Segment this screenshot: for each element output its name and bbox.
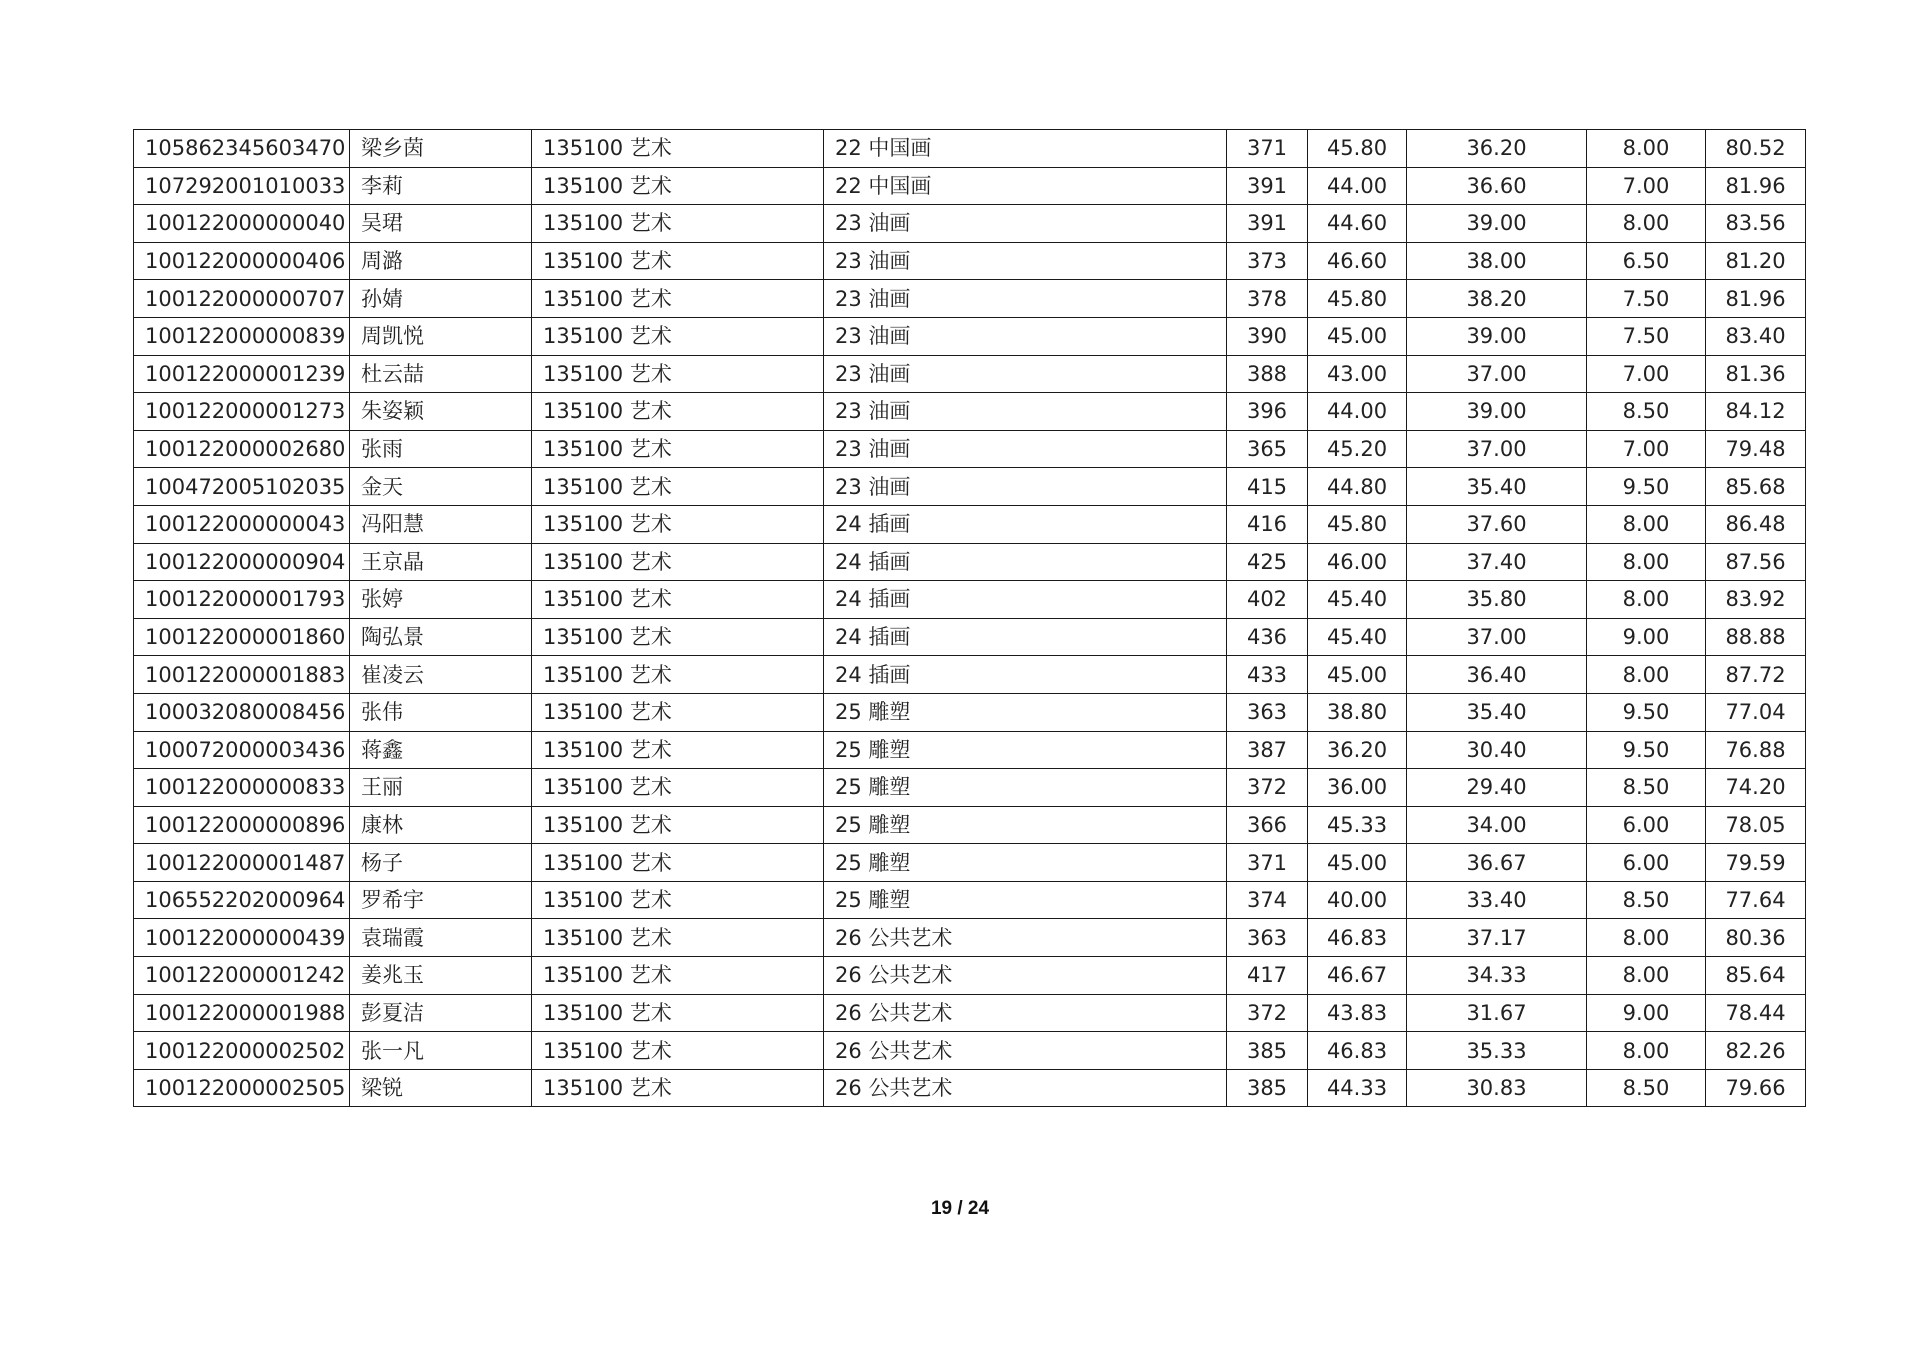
score-cell: 45.40 [1308,618,1407,656]
major-cell: 26 公共艺术 [824,919,1227,957]
program-cell: 135100 艺术 [532,844,824,882]
score-cell: 8.50 [1587,769,1706,807]
score-cell: 85.68 [1706,468,1806,506]
score-cell: 45.20 [1308,430,1407,468]
table-row [134,693,1806,731]
score-cell: 34.00 [1407,806,1587,844]
score-cell: 374 [1227,881,1308,919]
name-cell: 吴珺 [350,205,532,243]
candidate-id-cell: 100122000000839 [134,317,350,355]
major-cell: 23 油画 [824,205,1227,243]
score-cell: 45.80 [1308,280,1407,318]
score-cell: 30.83 [1407,1069,1587,1107]
score-cell: 81.96 [1706,280,1806,318]
candidate-id-cell: 100122000000833 [134,769,350,807]
score-cell: 30.40 [1407,731,1587,769]
name-cell: 袁瑞霞 [350,919,532,957]
score-cell: 37.40 [1407,543,1587,581]
score-cell: 363 [1227,693,1308,731]
major-cell: 25 雕塑 [824,881,1227,919]
score-cell: 78.05 [1706,806,1806,844]
table-row [134,468,1806,506]
score-cell: 79.59 [1706,844,1806,882]
score-cell: 77.64 [1706,881,1806,919]
major-cell: 23 油画 [824,393,1227,431]
score-cell: 81.36 [1706,355,1806,393]
program-cell: 135100 艺术 [532,881,824,919]
score-cell: 82.26 [1706,1032,1806,1070]
name-cell: 杜云喆 [350,355,532,393]
name-cell: 周凯悦 [350,317,532,355]
score-cell: 387 [1227,731,1308,769]
candidate-id-cell: 100122000001988 [134,994,350,1032]
table-row [134,656,1806,694]
program-cell: 135100 艺术 [532,543,824,581]
score-cell: 39.00 [1407,317,1587,355]
name-cell: 金天 [350,468,532,506]
score-cell: 83.92 [1706,581,1806,619]
score-cell: 46.83 [1308,919,1407,957]
score-cell: 378 [1227,280,1308,318]
table-row [134,505,1806,543]
score-cell: 6.50 [1587,242,1706,280]
name-cell: 罗希宇 [350,881,532,919]
name-cell: 梁锐 [350,1069,532,1107]
table-row [134,242,1806,280]
score-cell: 388 [1227,355,1308,393]
score-cell: 8.00 [1587,656,1706,694]
score-cell: 7.50 [1587,280,1706,318]
score-cell: 385 [1227,1069,1308,1107]
score-cell: 44.33 [1308,1069,1407,1107]
table-row [134,881,1806,919]
major-cell: 25 雕塑 [824,769,1227,807]
score-cell: 9.50 [1587,693,1706,731]
name-cell: 张伟 [350,693,532,731]
major-cell: 25 雕塑 [824,844,1227,882]
candidate-id-cell: 100122000000040 [134,205,350,243]
program-cell: 135100 艺术 [532,130,824,168]
name-cell: 彭夏洁 [350,994,532,1032]
candidate-id-cell: 100122000000439 [134,919,350,957]
score-cell: 8.00 [1587,957,1706,995]
candidate-id-cell: 100122000000406 [134,242,350,280]
program-cell: 135100 艺术 [532,317,824,355]
score-cell: 79.66 [1706,1069,1806,1107]
program-cell: 135100 艺术 [532,505,824,543]
table-row [134,769,1806,807]
score-cell: 8.00 [1587,543,1706,581]
score-cell: 78.44 [1706,994,1806,1032]
major-cell: 26 公共艺术 [824,1032,1227,1070]
score-cell: 80.52 [1706,130,1806,168]
program-cell: 135100 艺术 [532,430,824,468]
score-cell: 8.00 [1587,581,1706,619]
major-cell: 23 油画 [824,430,1227,468]
candidate-id-cell: 100032080008456 [134,693,350,731]
candidate-id-cell: 100122000001242 [134,957,350,995]
score-cell: 371 [1227,130,1308,168]
score-cell: 34.33 [1407,957,1587,995]
score-cell: 373 [1227,242,1308,280]
table-row [134,205,1806,243]
score-cell: 39.00 [1407,393,1587,431]
candidate-id-cell: 100122000001793 [134,581,350,619]
score-cell: 8.00 [1587,505,1706,543]
score-cell: 43.00 [1308,355,1407,393]
major-cell: 24 插画 [824,505,1227,543]
name-cell: 李莉 [350,167,532,205]
score-cell: 402 [1227,581,1308,619]
score-cell: 46.60 [1308,242,1407,280]
table-row [134,957,1806,995]
name-cell: 杨子 [350,844,532,882]
score-cell: 83.40 [1706,317,1806,355]
candidate-id-cell: 100072000003436 [134,731,350,769]
table-row [134,167,1806,205]
score-cell: 79.48 [1706,430,1806,468]
program-cell: 135100 艺术 [532,656,824,694]
score-cell: 87.72 [1706,656,1806,694]
program-cell: 135100 艺术 [532,693,824,731]
candidate-id-cell: 105862345603470 [134,130,350,168]
score-cell: 31.67 [1407,994,1587,1032]
candidate-id-cell: 100122000001883 [134,656,350,694]
score-cell: 87.56 [1706,543,1806,581]
candidate-id-cell: 100122000000904 [134,543,350,581]
major-cell: 25 雕塑 [824,731,1227,769]
major-cell: 25 雕塑 [824,806,1227,844]
score-cell: 385 [1227,1032,1308,1070]
score-cell: 7.50 [1587,317,1706,355]
program-cell: 135100 艺术 [532,1032,824,1070]
score-cell: 35.40 [1407,693,1587,731]
score-cell: 46.00 [1308,543,1407,581]
score-cell: 36.60 [1407,167,1587,205]
score-cell: 37.17 [1407,919,1587,957]
score-cell: 44.60 [1308,205,1407,243]
major-cell: 26 公共艺术 [824,1069,1227,1107]
candidate-id-cell: 100122000001273 [134,393,350,431]
score-cell: 396 [1227,393,1308,431]
program-cell: 135100 艺术 [532,919,824,957]
name-cell: 康林 [350,806,532,844]
score-cell: 425 [1227,543,1308,581]
program-cell: 135100 艺术 [532,957,824,995]
candidate-id-cell: 100122000000043 [134,505,350,543]
candidate-id-cell: 107292001010033 [134,167,350,205]
name-cell: 崔凌云 [350,656,532,694]
table-body [134,130,1806,1107]
score-cell: 9.50 [1587,468,1706,506]
table-row [134,618,1806,656]
candidate-id-cell: 100472005102035 [134,468,350,506]
score-cell: 36.67 [1407,844,1587,882]
score-cell: 36.40 [1407,656,1587,694]
name-cell: 姜兆玉 [350,957,532,995]
score-cell: 38.80 [1308,693,1407,731]
table-row [134,1032,1806,1070]
major-cell: 23 油画 [824,468,1227,506]
major-cell: 24 插画 [824,656,1227,694]
score-cell: 391 [1227,205,1308,243]
score-cell: 44.80 [1308,468,1407,506]
major-cell: 26 公共艺术 [824,994,1227,1032]
name-cell: 陶弘景 [350,618,532,656]
score-cell: 43.83 [1308,994,1407,1032]
name-cell: 王京晶 [350,543,532,581]
score-cell: 46.67 [1308,957,1407,995]
major-cell: 24 插画 [824,581,1227,619]
table-row [134,280,1806,318]
score-cell: 7.00 [1587,167,1706,205]
candidate-id-cell: 106552202000964 [134,881,350,919]
score-cell: 9.00 [1587,994,1706,1032]
score-cell: 81.96 [1706,167,1806,205]
name-cell: 孙婧 [350,280,532,318]
score-cell: 8.50 [1587,393,1706,431]
table-row [134,731,1806,769]
program-cell: 135100 艺术 [532,393,824,431]
score-cell: 40.00 [1308,881,1407,919]
program-cell: 135100 艺术 [532,205,824,243]
score-cell: 36.20 [1308,731,1407,769]
score-cell: 36.00 [1308,769,1407,807]
program-cell: 135100 艺术 [532,1069,824,1107]
program-cell: 135100 艺术 [532,618,824,656]
score-cell: 45.33 [1308,806,1407,844]
major-cell: 23 油画 [824,355,1227,393]
score-cell: 8.50 [1587,1069,1706,1107]
table-row [134,806,1806,844]
score-cell: 8.00 [1587,205,1706,243]
name-cell: 蒋鑫 [350,731,532,769]
score-cell: 371 [1227,844,1308,882]
score-cell: 8.00 [1587,130,1706,168]
major-cell: 24 插画 [824,543,1227,581]
major-cell: 25 雕塑 [824,693,1227,731]
program-cell: 135100 艺术 [532,355,824,393]
program-cell: 135100 艺术 [532,280,824,318]
program-cell: 135100 艺术 [532,468,824,506]
major-cell: 23 油画 [824,317,1227,355]
score-cell: 45.80 [1308,130,1407,168]
score-cell: 35.40 [1407,468,1587,506]
score-cell: 8.00 [1587,919,1706,957]
table-row [134,1069,1806,1107]
name-cell: 张一凡 [350,1032,532,1070]
score-cell: 416 [1227,505,1308,543]
table-row [134,130,1806,168]
program-cell: 135100 艺术 [532,769,824,807]
score-cell: 44.00 [1308,393,1407,431]
score-cell: 38.20 [1407,280,1587,318]
table-row [134,581,1806,619]
table-row [134,919,1806,957]
table-row [134,393,1806,431]
score-cell: 9.00 [1587,618,1706,656]
table-row [134,317,1806,355]
score-cell: 84.12 [1706,393,1806,431]
major-cell: 24 插画 [824,618,1227,656]
score-cell: 433 [1227,656,1308,694]
score-cell: 7.00 [1587,430,1706,468]
score-cell: 33.40 [1407,881,1587,919]
program-cell: 135100 艺术 [532,806,824,844]
candidate-id-cell: 100122000000707 [134,280,350,318]
page-number: 19 / 24 [930,1198,990,1219]
score-cell: 88.88 [1706,618,1806,656]
score-cell: 35.33 [1407,1032,1587,1070]
score-cell: 8.00 [1587,1032,1706,1070]
major-cell: 22 中国画 [824,167,1227,205]
program-cell: 135100 艺术 [532,994,824,1032]
score-cell: 365 [1227,430,1308,468]
program-cell: 135100 艺术 [532,731,824,769]
table-row [134,994,1806,1032]
score-cell: 81.20 [1706,242,1806,280]
score-cell: 7.00 [1587,355,1706,393]
table-row [134,430,1806,468]
score-cell: 37.00 [1407,618,1587,656]
name-cell: 梁乡茵 [350,130,532,168]
name-cell: 张婷 [350,581,532,619]
score-cell: 45.00 [1308,656,1407,694]
major-cell: 26 公共艺术 [824,957,1227,995]
candidate-id-cell: 100122000002680 [134,430,350,468]
score-cell: 45.80 [1308,505,1407,543]
score-cell: 6.00 [1587,844,1706,882]
major-cell: 23 油画 [824,242,1227,280]
score-cell: 366 [1227,806,1308,844]
program-cell: 135100 艺术 [532,167,824,205]
score-cell: 86.48 [1706,505,1806,543]
name-cell: 冯阳慧 [350,505,532,543]
table-row [134,844,1806,882]
table-row [134,543,1806,581]
score-cell: 390 [1227,317,1308,355]
table-row [134,355,1806,393]
candidate-id-cell: 100122000001239 [134,355,350,393]
score-cell: 46.83 [1308,1032,1407,1070]
score-cell: 83.56 [1706,205,1806,243]
score-cell: 45.40 [1308,581,1407,619]
score-cell: 76.88 [1706,731,1806,769]
candidate-id-cell: 100122000001487 [134,844,350,882]
score-cell: 44.00 [1308,167,1407,205]
score-cell: 45.00 [1308,844,1407,882]
score-cell: 372 [1227,769,1308,807]
name-cell: 朱姿颖 [350,393,532,431]
name-cell: 张雨 [350,430,532,468]
candidate-id-cell: 100122000002505 [134,1069,350,1107]
score-cell: 37.00 [1407,430,1587,468]
major-cell: 22 中国画 [824,130,1227,168]
score-cell: 38.00 [1407,242,1587,280]
score-cell: 436 [1227,618,1308,656]
score-cell: 415 [1227,468,1308,506]
score-cell: 80.36 [1706,919,1806,957]
score-cell: 417 [1227,957,1308,995]
score-cell: 39.00 [1407,205,1587,243]
candidate-id-cell: 100122000001860 [134,618,350,656]
name-cell: 王丽 [350,769,532,807]
score-cell: 36.20 [1407,130,1587,168]
score-cell: 8.50 [1587,881,1706,919]
score-cell: 45.00 [1308,317,1407,355]
score-cell: 6.00 [1587,806,1706,844]
score-cell: 85.64 [1706,957,1806,995]
program-cell: 135100 艺术 [532,242,824,280]
candidate-id-cell: 100122000002502 [134,1032,350,1070]
score-cell: 37.00 [1407,355,1587,393]
score-cell: 35.80 [1407,581,1587,619]
name-cell: 周潞 [350,242,532,280]
score-cell: 372 [1227,994,1308,1032]
major-cell: 23 油画 [824,280,1227,318]
score-cell: 37.60 [1407,505,1587,543]
score-cell: 74.20 [1706,769,1806,807]
score-cell: 77.04 [1706,693,1806,731]
program-cell: 135100 艺术 [532,581,824,619]
results-table [133,129,1806,1107]
score-cell: 29.40 [1407,769,1587,807]
candidate-id-cell: 100122000000896 [134,806,350,844]
score-cell: 391 [1227,167,1308,205]
score-cell: 363 [1227,919,1308,957]
score-cell: 9.50 [1587,731,1706,769]
